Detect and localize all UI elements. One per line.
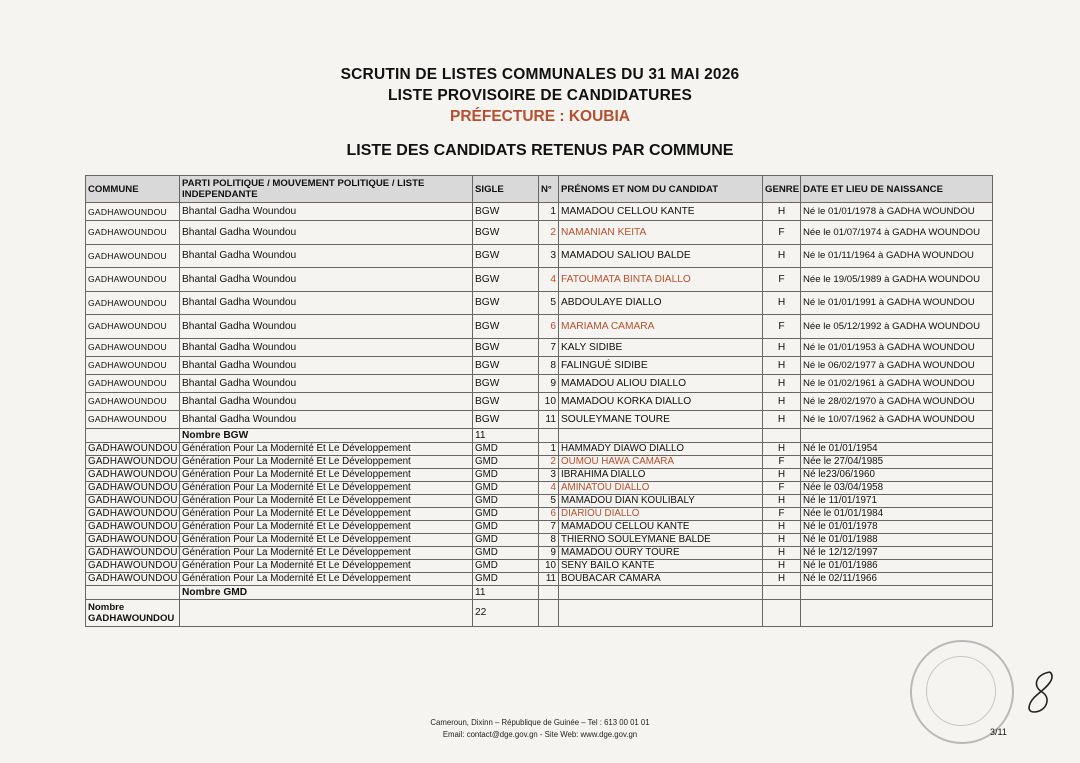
cell-genre: F: [763, 268, 801, 292]
cell-sigle: GMD: [473, 468, 539, 481]
total-label: Nombre GADHAWOUNDOU: [86, 599, 180, 626]
cell-parti: Génération Pour La Modernité Et Le Développement: [180, 494, 473, 507]
cell-nom: OUMOU HAWA CAMARA: [559, 455, 763, 468]
cell-empty: [86, 585, 180, 599]
cell-commune: GADHAWOUNDOU: [86, 356, 180, 374]
cell-commune: GADHAWOUNDOU: [86, 494, 180, 507]
cell-genre: H: [763, 291, 801, 315]
subtotal-row: [86, 428, 993, 442]
cell-sigle: BGW: [473, 410, 539, 428]
candidates-table: [85, 175, 993, 627]
subtotal-value: 11: [473, 585, 539, 599]
cell-date: Né le 01/01/1978 à GADHA WOUNDOU: [801, 203, 993, 221]
cell-genre: F: [763, 481, 801, 494]
title-scrutin: SCRUTIN DE LISTES COMMUNALES DU 31 MAI 2026: [340, 66, 740, 83]
cell-commune: GADHAWOUNDOU: [86, 268, 180, 292]
section-title: LISTE DES CANDIDATS RETENUS PAR COMMUNE: [346, 142, 734, 159]
col-parti: PARTI POLITIQUE / MOUVEMENT POLITIQUE / LISTE INDEPENDANTE: [180, 176, 473, 203]
cell-parti: Génération Pour La Modernité Et Le Développement: [180, 546, 473, 559]
cell-date: Né le 01/11/1964 à GADHA WOUNDOU: [801, 244, 993, 268]
cell-empty: [763, 428, 801, 442]
cell-genre: H: [763, 410, 801, 428]
cell-sigle: BGW: [473, 315, 539, 339]
cell-sigle: BGW: [473, 392, 539, 410]
cell-num: 2: [539, 221, 559, 245]
cell-nom: BOUBACAR CAMARA: [559, 572, 763, 585]
cell-num: 10: [539, 392, 559, 410]
cell-genre: H: [763, 356, 801, 374]
cell-nom: NAMANIAN KEITA: [559, 221, 763, 245]
cell-sigle: BGW: [473, 291, 539, 315]
cell-date: Né le 06/02/1977 à GADHA WOUNDOU: [801, 356, 993, 374]
cell-parti: Bhantal Gadha Woundou: [180, 203, 473, 221]
cell-genre: H: [763, 559, 801, 572]
cell-date: Né le 02/11/1966: [801, 572, 993, 585]
cell-date: Née le 19/05/1989 à GADHA WOUNDOU: [801, 268, 993, 292]
cell-sigle: GMD: [473, 520, 539, 533]
title-liste-provisoire: LISTE PROVISOIRE DE CANDIDATURES: [387, 87, 693, 104]
cell-genre: H: [763, 374, 801, 392]
cell-empty: [539, 599, 559, 626]
cell-nom: HAMMADY DIAWO DIALLO: [559, 442, 763, 455]
cell-sigle: GMD: [473, 507, 539, 520]
cell-genre: H: [763, 244, 801, 268]
cell-parti: Génération Pour La Modernité Et Le Développement: [180, 533, 473, 546]
cell-nom: MAMADOU SALIOU BALDE: [559, 244, 763, 268]
cell-nom: MAMADOU OURY TOURE: [559, 546, 763, 559]
cell-empty: [801, 599, 993, 626]
cell-commune: GADHAWOUNDOU: [86, 410, 180, 428]
cell-date: Né le 01/01/1953 à GADHA WOUNDOU: [801, 338, 993, 356]
cell-num: 8: [539, 533, 559, 546]
cell-sigle: GMD: [473, 494, 539, 507]
cell-parti: Bhantal Gadha Woundou: [180, 356, 473, 374]
cell-genre: H: [763, 494, 801, 507]
cell-nom: SOULEYMANE TOURE: [559, 410, 763, 428]
cell-num: 7: [539, 338, 559, 356]
cell-sigle: BGW: [473, 221, 539, 245]
cell-parti: Génération Pour La Modernité Et Le Développement: [180, 455, 473, 468]
cell-empty: [539, 585, 559, 599]
table-row: [86, 520, 993, 533]
table-row: [86, 315, 993, 339]
cell-commune: GADHAWOUNDOU: [86, 291, 180, 315]
cell-empty: [86, 428, 180, 442]
table-row: [86, 221, 993, 245]
cell-nom: ABDOULAYE DIALLO: [559, 291, 763, 315]
cell-num: 11: [539, 572, 559, 585]
cell-num: 10: [539, 559, 559, 572]
cell-sigle: GMD: [473, 481, 539, 494]
cell-commune: GADHAWOUNDOU: [86, 546, 180, 559]
cell-date: Né le 28/02/1970 à GADHA WOUNDOU: [801, 392, 993, 410]
cell-genre: F: [763, 221, 801, 245]
cell-num: 6: [539, 315, 559, 339]
total-row: [86, 599, 993, 626]
table-row: [86, 507, 993, 520]
cell-empty: [801, 585, 993, 599]
cell-commune: GADHAWOUNDOU: [86, 520, 180, 533]
cell-num: 3: [539, 244, 559, 268]
cell-parti: Génération Pour La Modernité Et Le Développement: [180, 442, 473, 455]
cell-genre: F: [763, 507, 801, 520]
cell-empty: [559, 428, 763, 442]
cell-num: 4: [539, 481, 559, 494]
table-row: [86, 494, 993, 507]
table-row: [86, 392, 993, 410]
cell-empty: [180, 599, 473, 626]
table-header-row: [86, 176, 993, 203]
cell-nom: SENY BAILO KANTE: [559, 559, 763, 572]
cell-sigle: BGW: [473, 268, 539, 292]
table-row: [86, 442, 993, 455]
table-row: [86, 291, 993, 315]
cell-sigle: BGW: [473, 356, 539, 374]
cell-commune: GADHAWOUNDOU: [86, 315, 180, 339]
cell-num: 11: [539, 410, 559, 428]
cell-num: 7: [539, 520, 559, 533]
cell-parti: Bhantal Gadha Woundou: [180, 221, 473, 245]
cell-date: Né le 01/01/1986: [801, 559, 993, 572]
cell-commune: GADHAWOUNDOU: [86, 455, 180, 468]
cell-date: Née le 27/04/1985: [801, 455, 993, 468]
table-row: [86, 546, 993, 559]
cell-date: Né le 01/02/1961 à GADHA WOUNDOU: [801, 374, 993, 392]
table-row: [86, 203, 993, 221]
cell-genre: H: [763, 572, 801, 585]
cell-genre: H: [763, 533, 801, 546]
cell-parti: Bhantal Gadha Woundou: [180, 338, 473, 356]
table-row: [86, 410, 993, 428]
cell-sigle: GMD: [473, 533, 539, 546]
cell-empty: [539, 428, 559, 442]
cell-num: 5: [539, 494, 559, 507]
cell-nom: KALY SIDIBE: [559, 338, 763, 356]
cell-date: Né le 12/12/1997: [801, 546, 993, 559]
cell-num: 4: [539, 268, 559, 292]
cell-date: Né le 01/01/1978: [801, 520, 993, 533]
cell-sigle: GMD: [473, 559, 539, 572]
cell-date: Née le 03/04/1958: [801, 481, 993, 494]
table-row: [86, 533, 993, 546]
cell-commune: GADHAWOUNDOU: [86, 507, 180, 520]
cell-date: Né le 10/07/1962 à GADHA WOUNDOU: [801, 410, 993, 428]
cell-commune: GADHAWOUNDOU: [86, 572, 180, 585]
cell-sigle: BGW: [473, 338, 539, 356]
title-prefecture: PRÉFECTURE : KOUBIA: [450, 108, 630, 125]
cell-nom: MAMADOU DIAN KOULIBALY: [559, 494, 763, 507]
cell-empty: [801, 428, 993, 442]
cell-num: 1: [539, 442, 559, 455]
cell-commune: GADHAWOUNDOU: [86, 468, 180, 481]
table-row: [86, 374, 993, 392]
cell-sigle: GMD: [473, 455, 539, 468]
cell-nom: AMINATOU DIALLO: [559, 481, 763, 494]
cell-sigle: GMD: [473, 572, 539, 585]
cell-nom: IBRAHIMA DIALLO: [559, 468, 763, 481]
table-row: [86, 468, 993, 481]
total-value: 22: [473, 599, 539, 626]
col-num: N°: [539, 176, 559, 203]
table-row: [86, 268, 993, 292]
cell-empty: [763, 585, 801, 599]
cell-date: Né le 01/01/1991 à GADHA WOUNDOU: [801, 291, 993, 315]
cell-sigle: BGW: [473, 374, 539, 392]
col-sigle: SIGLE: [473, 176, 539, 203]
cell-genre: H: [763, 203, 801, 221]
cell-parti: Bhantal Gadha Woundou: [180, 410, 473, 428]
cell-parti: Génération Pour La Modernité Et Le Développement: [180, 520, 473, 533]
cell-commune: GADHAWOUNDOU: [86, 533, 180, 546]
cell-num: 1: [539, 203, 559, 221]
cell-num: 3: [539, 468, 559, 481]
cell-sigle: BGW: [473, 244, 539, 268]
cell-parti: Bhantal Gadha Woundou: [180, 315, 473, 339]
document-header: [0, 64, 1080, 127]
cell-commune: GADHAWOUNDOU: [86, 392, 180, 410]
cell-commune: GADHAWOUNDOU: [86, 559, 180, 572]
cell-parti: Génération Pour La Modernité Et Le Développement: [180, 481, 473, 494]
cell-genre: F: [763, 315, 801, 339]
cell-sigle: GMD: [473, 546, 539, 559]
table-row: [86, 244, 993, 268]
cell-parti: Bhantal Gadha Woundou: [180, 291, 473, 315]
cell-nom: MAMADOU CELLOU KANTE: [559, 203, 763, 221]
cell-date: Née le 01/01/1984: [801, 507, 993, 520]
col-genre: GENRE: [763, 176, 801, 203]
table-row: [86, 572, 993, 585]
cell-empty: [559, 599, 763, 626]
cell-date: Née le 05/12/1992 à GADHA WOUNDOU: [801, 315, 993, 339]
cell-commune: GADHAWOUNDOU: [86, 374, 180, 392]
cell-parti: Génération Pour La Modernité Et Le Développement: [180, 468, 473, 481]
cell-date: Née le 01/07/1974 à GADHA WOUNDOU: [801, 221, 993, 245]
cell-nom: MAMADOU ALIOU DIALLO: [559, 374, 763, 392]
cell-parti: Génération Pour La Modernité Et Le Développement: [180, 559, 473, 572]
cell-nom: MAMADOU KORKA DIALLO: [559, 392, 763, 410]
footer-contact: Email: contact@dge.gov.gn - Site Web: www.dge.gov.gn: [442, 730, 638, 739]
cell-commune: GADHAWOUNDOU: [86, 442, 180, 455]
cell-nom: MARIAMA CAMARA: [559, 315, 763, 339]
cell-parti: Génération Pour La Modernité Et Le Développement: [180, 572, 473, 585]
cell-date: Né le 01/01/1988: [801, 533, 993, 546]
cell-empty: [559, 585, 763, 599]
table-row: [86, 338, 993, 356]
cell-nom: MAMADOU CELLOU KANTE: [559, 520, 763, 533]
cell-nom: FATOUMATA BINTA DIALLO: [559, 268, 763, 292]
cell-parti: Bhantal Gadha Woundou: [180, 268, 473, 292]
cell-date: Né le23/06/1960: [801, 468, 993, 481]
cell-nom: FALINGUÉ SIDIBE: [559, 356, 763, 374]
table-row: [86, 455, 993, 468]
cell-genre: H: [763, 520, 801, 533]
cell-nom: DIARIOU DIALLO: [559, 507, 763, 520]
cell-commune: GADHAWOUNDOU: [86, 221, 180, 245]
cell-num: 5: [539, 291, 559, 315]
cell-num: 9: [539, 374, 559, 392]
cell-num: 9: [539, 546, 559, 559]
cell-parti: Bhantal Gadha Woundou: [180, 392, 473, 410]
subtotal-row: [86, 585, 993, 599]
cell-nom: THIERNO SOULEYMANE BALDÉ: [559, 533, 763, 546]
col-nom: PRÉNOMS ET NOM DU CANDIDAT: [559, 176, 763, 203]
cell-commune: GADHAWOUNDOU: [86, 244, 180, 268]
col-commune: COMMUNE: [86, 176, 180, 203]
cell-genre: H: [763, 546, 801, 559]
cell-commune: GADHAWOUNDOU: [86, 203, 180, 221]
cell-num: 8: [539, 356, 559, 374]
cell-sigle: BGW: [473, 203, 539, 221]
footer-address: Cameroun, Dixinn – République de Guinée – Tel : 613 00 01 01: [430, 718, 650, 727]
cell-date: Né le 01/01/1954: [801, 442, 993, 455]
subtotal-label: Nombre BGW: [180, 428, 473, 442]
cell-num: 6: [539, 507, 559, 520]
table-row: [86, 559, 993, 572]
table-row: [86, 356, 993, 374]
cell-parti: Bhantal Gadha Woundou: [180, 244, 473, 268]
cell-genre: H: [763, 468, 801, 481]
signature-mark: [1022, 668, 1060, 718]
cell-date: Né le 11/01/1971: [801, 494, 993, 507]
cell-genre: F: [763, 455, 801, 468]
cell-commune: GADHAWOUNDOU: [86, 481, 180, 494]
col-date: DATE ET LIEU DE NAISSANCE: [801, 176, 993, 203]
cell-num: 2: [539, 455, 559, 468]
cell-genre: H: [763, 392, 801, 410]
subtotal-value: 11: [473, 428, 539, 442]
cell-sigle: GMD: [473, 442, 539, 455]
subtotal-label: Nombre GMD: [180, 585, 473, 599]
table-row: [86, 481, 993, 494]
page-number: 3/11: [990, 727, 1007, 737]
cell-genre: H: [763, 442, 801, 455]
table-body: [86, 203, 993, 627]
cell-genre: H: [763, 338, 801, 356]
cell-empty: [763, 599, 801, 626]
stamp-inner-ring: [926, 656, 996, 726]
cell-parti: Génération Pour La Modernité Et Le Développement: [180, 507, 473, 520]
cell-commune: GADHAWOUNDOU: [86, 338, 180, 356]
cell-parti: Bhantal Gadha Woundou: [180, 374, 473, 392]
